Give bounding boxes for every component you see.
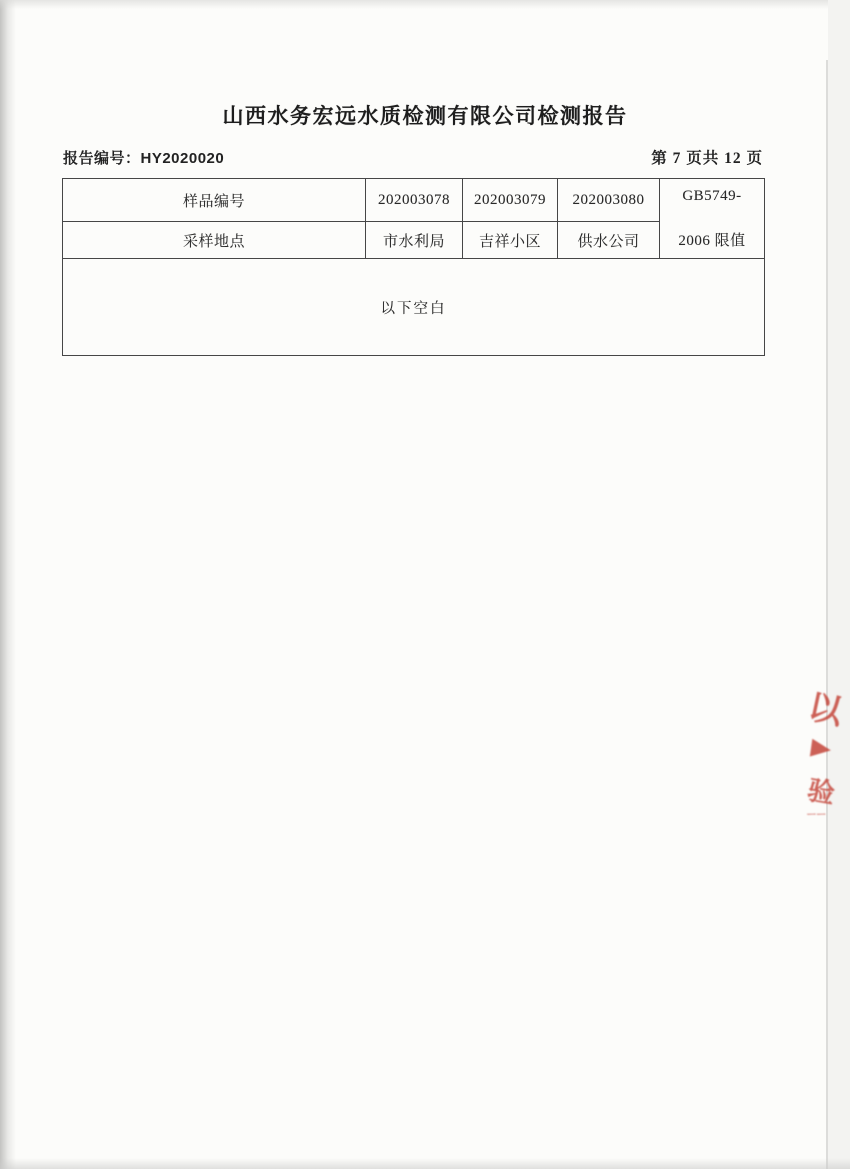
blank-footer-row (63, 259, 765, 356)
location-cell: 市水利局 (366, 222, 463, 259)
limit-header-line2: 2006 限值 (678, 232, 746, 249)
scan-left-shadow (0, 0, 16, 1169)
meta-row (63, 146, 763, 168)
sample-id-cell: 202003078 (366, 179, 463, 222)
scan-bottom-shadow (0, 1158, 850, 1169)
location-label-cell: 采样地点 (63, 222, 366, 259)
sample-id-label-cell: 样品编号 (63, 179, 366, 222)
scan-top-shadow (0, 0, 850, 9)
location-cell: 供水公司 (558, 222, 660, 259)
header-row-sample-id (63, 179, 765, 222)
page-indicator: 第 7 页共 12 页 (651, 150, 763, 167)
paper-edge-line (826, 60, 828, 1169)
location-cell: 吉祥小区 (463, 222, 558, 259)
page-title: 山西水务宏远水质检测有限公司检测报告 (222, 105, 628, 128)
sample-id-cell: 202003079 (463, 179, 558, 222)
seal-glyph: 验 (805, 774, 837, 810)
blank-note-cell: 以下空白 (63, 259, 765, 356)
seal-small-marks: ㅡㅡ (807, 810, 827, 820)
limit-header-cell (660, 179, 765, 259)
report-number: 报告编号：HY2020020 (63, 150, 225, 167)
sample-id-cell: 202003080 (558, 179, 660, 222)
seal-glyph: 以 (804, 687, 846, 733)
scan-right-margin (828, 0, 850, 1169)
limit-header-line1: GB5749- (682, 187, 742, 204)
results-table (62, 178, 765, 356)
